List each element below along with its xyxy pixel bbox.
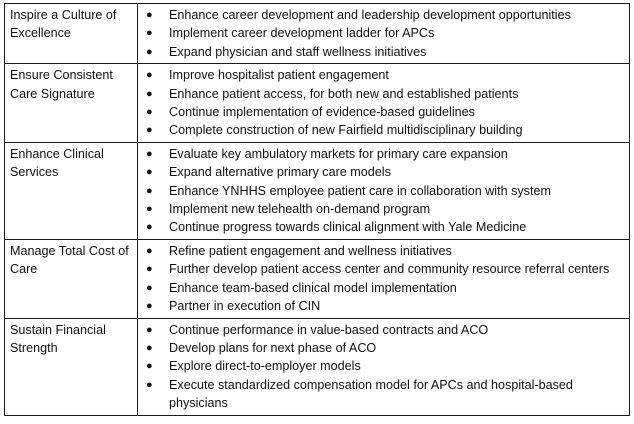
initiatives-cell — [138, 64, 630, 143]
list-item — [143, 182, 625, 200]
category-cell — [5, 142, 138, 239]
bullet-icon: ● — [146, 106, 153, 119]
bullet-icon: ● — [146, 203, 153, 216]
list-item — [143, 297, 625, 315]
initiative-text: Explore direct-to-employer models — [169, 359, 361, 374]
list-item — [143, 145, 625, 163]
initiative-text: Implement new telehealth on-demand program — [169, 202, 431, 217]
initiatives-list — [143, 242, 625, 316]
list-item — [143, 218, 625, 236]
bullet-icon: ● — [146, 166, 153, 179]
bullet-icon: ● — [146, 27, 153, 40]
category-label: Ensure Consistent Care Signature — [10, 68, 113, 101]
bullet-icon: ● — [146, 378, 153, 391]
initiatives-list — [143, 145, 625, 237]
category-label: Inspire a Culture of Excellence — [10, 8, 117, 41]
initiative-text: Partner in execution of CIN — [169, 299, 321, 314]
bullet-icon: ● — [146, 244, 153, 257]
category-cell — [5, 4, 138, 64]
list-item — [143, 260, 625, 278]
initiative-text: Continue performance in value-based contracts and ACO — [169, 322, 489, 337]
bullet-icon: ● — [146, 124, 153, 137]
initiative-text: Enhance career development and leadership development opportunities — [169, 8, 571, 22]
initiative-text: Complete construction of new Fairfield multidisciplinary building — [169, 123, 523, 138]
bullet-icon: ● — [146, 323, 153, 336]
strategy-table-body — [5, 4, 630, 416]
initiative-text: Enhance patient access, for both new and established patients — [169, 86, 519, 101]
list-item — [143, 242, 625, 260]
initiative-text: Further develop patient access center and community resource referral centers — [169, 262, 610, 277]
list-item — [143, 279, 625, 297]
list-item — [143, 339, 625, 357]
list-item — [143, 43, 625, 61]
list-item — [143, 376, 625, 413]
list-item — [143, 200, 625, 218]
bullet-icon: ● — [146, 147, 153, 160]
bullet-icon: ● — [146, 341, 153, 354]
list-item — [143, 6, 625, 24]
bullet-icon: ● — [146, 263, 153, 276]
category-label: Sustain Financial Strength — [10, 322, 106, 355]
table-row — [5, 142, 630, 239]
initiative-text: Refine patient engagement and wellness initiatives — [169, 243, 452, 258]
initiative-text: Evaluate key ambulatory markets for primary care expansion — [169, 146, 508, 161]
list-item — [143, 321, 625, 339]
bullet-icon: ● — [146, 69, 153, 82]
initiative-text: Expand physician and staff wellness initiatives — [169, 44, 427, 59]
table-row — [5, 239, 630, 318]
initiative-text: Implement career development ladder for APCs — [169, 26, 435, 41]
table-row — [5, 64, 630, 143]
table-row — [5, 318, 630, 415]
strategy-table — [4, 3, 630, 416]
list-item — [143, 24, 625, 42]
category-label: Enhance Clinical Services — [10, 146, 104, 180]
initiative-text: Enhance YNHHS employee patient care in collaboration with system — [169, 183, 551, 198]
bullet-icon: ● — [146, 360, 153, 373]
category-label: Manage Total Cost of Care — [10, 243, 129, 277]
initiatives-list — [143, 6, 625, 61]
bullet-icon: ● — [146, 45, 153, 58]
initiative-text: Continue progress towards clinical alignment with Yale Medicine — [169, 220, 527, 235]
list-item — [143, 103, 625, 121]
initiative-text: Improve hospitalist patient engagement — [169, 68, 389, 83]
initiatives-cell — [138, 239, 630, 318]
table-row — [5, 4, 630, 64]
category-cell — [5, 239, 138, 318]
list-item — [143, 85, 625, 103]
list-item — [143, 66, 625, 84]
initiatives-cell — [138, 4, 630, 64]
bullet-icon: ● — [146, 184, 153, 197]
initiatives-list — [143, 66, 625, 140]
initiatives-cell — [138, 318, 630, 415]
list-item — [143, 163, 625, 181]
bullet-icon: ● — [146, 281, 153, 294]
category-cell — [5, 64, 138, 143]
list-item — [143, 357, 625, 375]
initiative-text: Execute standardized compensation model for APCs and hospital-based physicians — [169, 377, 573, 411]
initiative-text: Continue implementation of evidence-based guidelines — [169, 105, 475, 120]
bullet-icon: ● — [146, 300, 153, 313]
initiative-text: Enhance team-based clinical model implementation — [169, 280, 457, 295]
bullet-icon: ● — [146, 221, 153, 234]
initiative-text: Develop plans for next phase of ACO — [169, 340, 377, 355]
initiatives-list — [143, 321, 625, 413]
bullet-icon: ● — [146, 87, 153, 100]
list-item — [143, 121, 625, 139]
initiatives-cell — [138, 142, 630, 239]
category-cell — [5, 318, 138, 415]
bullet-icon: ● — [146, 9, 153, 21]
initiative-text: Expand alternative primary care models — [169, 165, 391, 180]
